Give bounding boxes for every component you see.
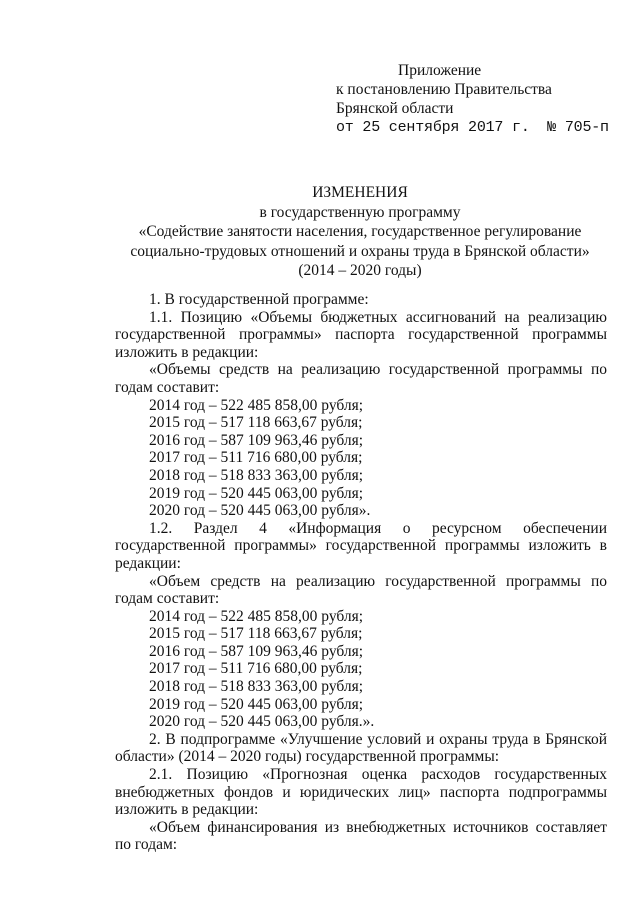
year-line: 2017 год – 511 716 680,00 рубля; xyxy=(149,660,363,678)
appendix-title: Приложение xyxy=(398,62,482,79)
item-2-1: 2.1. Позицию «Прогнозная оценка расходов государственных внебюджетных фондов и юридических лиц» паспорта подпрограммы изложить в редакции: xyxy=(115,766,607,819)
section-2: 2. В подпрограмме «Улучшение условий и охраны труда в Брянской области» (2014 – 2020 годы) государственной программы: xyxy=(115,730,607,766)
appendix-decree-line: к постановлению Правительства xyxy=(336,81,552,98)
year-line: 2014 год – 522 485 858,00 рубля; xyxy=(149,607,364,625)
heading-line-1: в государственную программу xyxy=(259,203,461,221)
appendix-date-number: от 25 сентября 2017 г. № 705-п xyxy=(336,119,609,136)
year-line: 2020 год – 520 445 063,00 рубля». xyxy=(149,502,371,520)
year-line: 2019 год – 520 445 063,00 рубля; xyxy=(149,484,364,502)
item-1-2: 1.2. Раздел 4 «Информация о ресурсном обеспечении государственной программы» государственной программы изложить в редакции: xyxy=(115,519,607,572)
section-1: 1. В государственной программе: xyxy=(149,291,369,308)
year-line: 2019 год – 520 445 063,00 рубля; xyxy=(149,695,364,713)
item-2-1-quote: «Объем финансирования из внебюджетных источников составляет по годам: xyxy=(115,818,607,854)
heading-line-2: «Содействие занятости населения, государственное регулирование xyxy=(138,223,582,240)
heading-line-3: социально-трудовых отношений и охраны труда в Брянской области» xyxy=(130,242,590,260)
year-line: 2017 год – 511 716 680,00 рубля; xyxy=(149,449,363,467)
year-line: 2016 год – 587 109 963,46 рубля; xyxy=(149,642,364,660)
document-body xyxy=(115,291,607,854)
year-line: 2018 год – 518 833 363,00 рубля; xyxy=(149,678,364,696)
appendix-block xyxy=(336,61,609,137)
appendix-region-line: Брянской области xyxy=(336,100,454,117)
year-line: 2016 год – 587 109 963,46 рубля; xyxy=(149,431,364,449)
year-line: 2020 год – 520 445 063,00 рубля.». xyxy=(149,713,375,731)
year-line: 2014 год – 522 485 858,00 рубля; xyxy=(149,396,364,414)
item-1-1-quote: «Объемы средств на реализацию государственной программы по годам составит: xyxy=(115,361,607,396)
item-1-1: 1.1. Позицию «Объемы бюджетных ассигнований на реализацию государственной программы» паспорта государственной программы изложить в редакции: xyxy=(115,308,607,361)
heading-title: ИЗМЕНЕНИЯ xyxy=(312,184,408,201)
year-line: 2018 год – 518 833 363,00 рубля; xyxy=(149,466,364,484)
year-line: 2015 год – 517 118 663,67 рубля; xyxy=(149,414,363,432)
item-1-2-quote: «Объем средств на реализацию государственной программы по годам составит: xyxy=(115,572,607,608)
heading-years: (2014 – 2020 годы) xyxy=(298,262,422,279)
year-line: 2015 год – 517 118 663,67 рубля; xyxy=(149,625,363,643)
document-heading xyxy=(100,183,620,281)
